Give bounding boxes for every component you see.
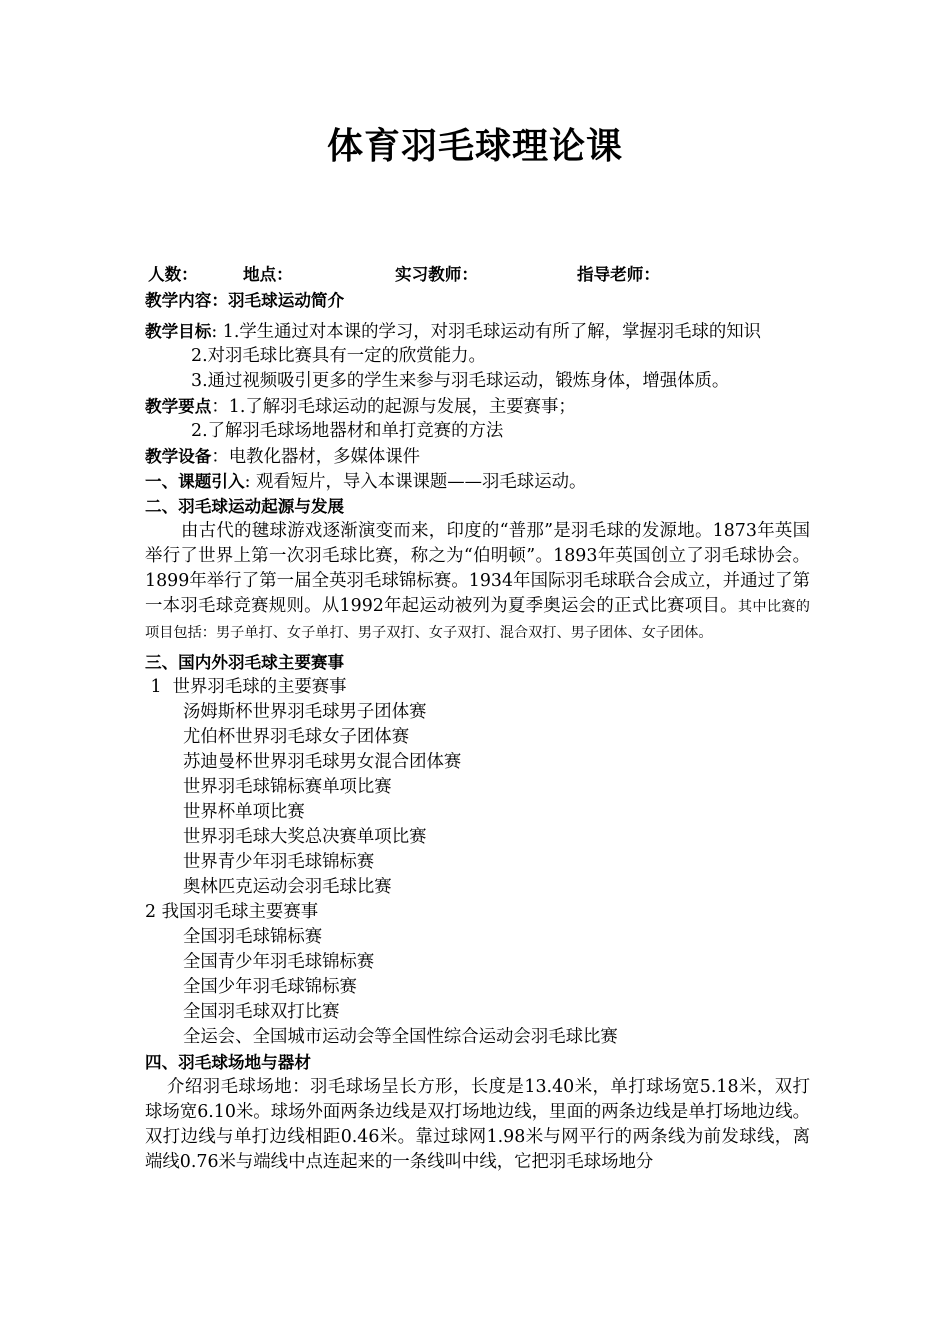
section-2-events-text: 其中比赛的项目包括：男子单打、女子单打、男子双打、女子双打、混合双打、男子团体、女子团体。 [145,599,810,641]
objective-item-2: 2.对羽毛球比赛具有一定的欣赏能力。 [191,346,486,366]
section-1-heading: 一、课题引入 [145,472,245,491]
count-label: 人数： [148,265,198,284]
lesson-meta [145,262,810,288]
section-2-heading: 二、羽毛球运动起源与发展 [145,497,345,516]
equipment-label: 教学设备 [145,447,212,466]
key-point-item-2: 2.了解羽毛球场地器材和单打竞赛的方法 [191,421,504,441]
supervisor-label: 指导老师： [577,265,660,284]
section-2-paragraph [145,519,810,646]
equipment-line [145,444,810,469]
world-event-item: 世界青少年羽毛球锦标赛 [183,852,375,872]
location-label: 地点： [243,265,293,284]
content-line: 教学内容：羽毛球运动简介 [145,291,345,310]
section-4-paragraph: 介绍羽毛球场地：羽毛球场呈长方形，长度是13.40米，单打球场宽5.18米，双打球场宽6.10米。球场外面两条边线是双打场地边线，里面的两条边线是单打场地边线。双打边线与单打边线相距0.46米。靠过球网1.98米与网平行的两条线为前发球线，离端线0.76米与端线中点连起来的一条线叫中线，它把羽毛球场地分 [145,1077,810,1172]
china-event-item: 全运会、全国城市运动会等全国性综合运动会羽毛球比赛 [183,1027,618,1047]
section-2-text: 由古代的毽球游戏逐渐演变而来，印度的“普那”是羽毛球的发源地。1873年英国举行了世界上第一次羽毛球比赛，称之为“伯明顿”。1893年英国创立了羽毛球协会。1899年举行了第一届全英羽毛球锦标赛。1934年国际羽毛球联合会成立，并通过了第一本羽毛球竞赛规则。从1992年起运动被列为夏季奥运会的正式比赛项目。 [145,521,810,616]
objective-item-3: 3.通过视频吸引更多的学生来参与羽毛球运动，锻炼身体，增强体质。 [191,371,730,391]
page-title: 体育羽毛球理论课 [326,126,623,167]
section-4-heading: 四、羽毛球场地与器材 [145,1053,311,1072]
intern-teacher-label: 实习教师： [395,265,478,284]
world-event-item: 奥林匹克运动会羽毛球比赛 [183,877,392,897]
key-point-item-1: ：1.了解羽毛球运动的起源与发展，主要赛事； [211,397,576,417]
world-event-item: 苏迪曼杯世界羽毛球男女混合团体赛 [183,752,462,772]
china-event-item: 全国羽毛球锦标赛 [183,927,323,947]
objectives-label: 教学目标 [145,322,212,341]
equipment-text: ：电教化器材，多媒体课件 [211,447,421,467]
section-1-text: : 观看短片，导入本课课题——羽毛球运动。 [244,472,587,492]
world-event-item: 汤姆斯杯世界羽毛球男子团体赛 [183,702,427,722]
section-3-heading: 三、国内外羽毛球主要赛事 [145,653,345,672]
world-event-item: 世界杯单项比赛 [183,802,305,822]
section-1-line [145,469,810,494]
key-points-line-1 [145,394,810,419]
world-event-item: 世界羽毛球大奖总决赛单项比赛 [183,827,427,847]
objectives-line-1 [145,319,810,344]
china-event-item: 全国羽毛球双打比赛 [183,1002,340,1022]
document-body [145,262,810,1175]
objective-item-1: : 1.学生通过对本课的学习，对羽毛球运动有所了解，掌握羽毛球的知识 [211,322,762,342]
china-event-item: 全国青少年羽毛球锦标赛 [183,952,375,972]
world-event-item: 尤伯杯世界羽毛球女子团体赛 [183,727,410,747]
china-event-item: 全国少年羽毛球锦标赛 [183,977,357,997]
key-points-label: 教学要点 [145,397,212,416]
world-event-item: 世界羽毛球锦标赛单项比赛 [183,777,392,797]
world-events-heading: 1 世界羽毛球的主要赛事 [145,677,347,697]
china-events-heading: 2 我国羽毛球主要赛事 [145,902,319,922]
